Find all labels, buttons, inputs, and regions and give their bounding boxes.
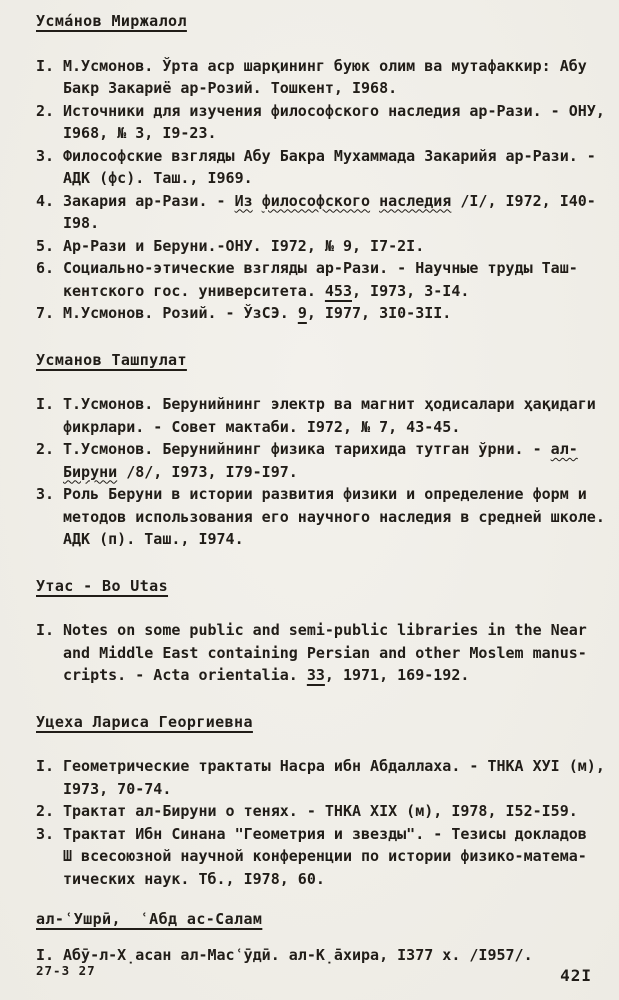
bibliography-entry [36, 302, 611, 325]
entry-number: 3. [36, 485, 55, 503]
entry-text [63, 257, 611, 302]
bibliography-entry [36, 235, 611, 258]
entry-number: 5. [36, 236, 55, 255]
entry-text [63, 393, 611, 438]
text-segment: Трактат Ибн Синана "Геометрия и звезды". - Тезисы докладов [63, 824, 587, 843]
entry-line [63, 845, 611, 868]
entry-line [63, 212, 611, 235]
text-segment: ал- [550, 440, 578, 458]
text-segment: методов использования его научного наследия в средней школе. [63, 507, 605, 526]
text-segment: Бакр Закариё ар-Розий. Тошкент, I968. [63, 79, 398, 97]
entry-text [63, 235, 611, 258]
entry-text [63, 145, 611, 190]
text-segment: I968, № 3, I9-23. [63, 124, 217, 142]
section [36, 908, 611, 966]
entry-line [63, 506, 611, 529]
text-segment: 453 [324, 281, 352, 300]
entry-number: I. [36, 945, 55, 964]
entry-line [63, 77, 611, 100]
text-segment: Бируни [63, 462, 118, 481]
section [36, 711, 611, 891]
entry-line [63, 528, 611, 551]
entry-line [63, 167, 611, 190]
entry-line [63, 100, 611, 123]
bibliography [36, 10, 611, 966]
entry-number: I. [36, 621, 55, 639]
bibliography-entry [36, 438, 611, 483]
entry-line [63, 257, 611, 280]
entry-number: 2. [36, 101, 55, 120]
entry-line [63, 235, 611, 258]
section-heading: Усма́нов Миржалол [36, 12, 187, 30]
bibliography-entry [36, 800, 611, 823]
bibliography-entry [36, 823, 611, 891]
entry-text [63, 755, 611, 800]
entry-text [63, 438, 611, 483]
section [36, 349, 611, 551]
entry-number: 3. [36, 824, 55, 843]
text-segment: 9 [297, 304, 307, 322]
entry-text [63, 823, 611, 891]
text-segment [370, 192, 379, 210]
text-segment: Т.Усмонов. Берунийнинг физика тарихида тутган ўрни. - [63, 440, 551, 458]
text-segment: /I/, I972, I40- [451, 191, 596, 210]
entry-text [63, 619, 611, 687]
entry-text [63, 55, 611, 100]
text-segment: 33 [306, 666, 325, 684]
print-signature: 27-3 27 [36, 963, 96, 978]
section-heading: Утас - Bo Utas [36, 576, 169, 595]
entry-line [63, 302, 611, 325]
entry-line [63, 190, 611, 213]
bibliography-entry [36, 145, 611, 190]
text-segment: АДК (п). Таш., I974. [63, 530, 244, 548]
entry-line [63, 483, 611, 506]
entry-line [63, 461, 611, 484]
entry-text [63, 100, 611, 145]
bibliography-entry [36, 483, 611, 551]
entry-number: I. [36, 757, 55, 775]
text-segment: I98. [63, 214, 100, 232]
bibliography-entry [36, 944, 611, 967]
entry-line [63, 122, 611, 145]
entry-line [63, 416, 611, 439]
text-segment: Notes on some public and semi-public libraries in the Near [63, 621, 587, 639]
entry-number: 3. [36, 146, 55, 165]
entry-number: 2. [36, 802, 55, 820]
entry-line [63, 755, 611, 778]
entry-text [63, 800, 611, 823]
entry-number: 6. [36, 259, 55, 277]
text-segment: Социально-этические взгляды ар-Рази. - Научные труды Таш- [63, 259, 578, 277]
section [36, 10, 611, 325]
bibliography-entry [36, 393, 611, 438]
text-segment: фикрлари. - Совет мактаби. I972, № 7, 43-45. [63, 417, 461, 436]
entry-number: 4. [36, 191, 55, 210]
bibliography-entry [36, 100, 611, 145]
text-segment: АДК (фс). Таш., I969. [63, 169, 253, 187]
text-segment: and Middle East containing Persian and other Moslem manus- [63, 643, 587, 662]
text-segment: Роль Беруни в истории развития физики и определение форм и [63, 485, 587, 503]
entry-text [63, 483, 611, 551]
text-segment: философского [261, 191, 371, 210]
text-segment: I973, 70-74. [63, 779, 172, 798]
section-heading: Усманов Ташпулат [36, 350, 187, 369]
text-segment: М.Усмонов. Ўрта аср шарқининг буюк олим ва мутафаккир: Абу [63, 56, 587, 75]
entry-number: I. [36, 395, 55, 413]
entry-line [63, 800, 611, 823]
entry-line [63, 619, 611, 642]
page-number: 42I [560, 966, 592, 985]
entry-line [63, 664, 611, 687]
bibliography-entry [36, 55, 611, 100]
text-segment: Ш всесоюзной научной конференции по истории физико-матема- [63, 847, 587, 865]
bibliography-entry [36, 755, 611, 800]
entry-line [63, 55, 611, 78]
entry-text [63, 190, 611, 235]
entry-line [63, 823, 611, 846]
text-segment: наследия [379, 191, 452, 210]
entry-line [63, 778, 611, 801]
text-segment: /8/, I973, I79-I97. [117, 462, 298, 481]
text-segment: , I977, 3I0-3II. [306, 304, 452, 322]
section-heading: Уцеха Лариса Георгиевна [36, 712, 253, 731]
text-segment: Геометрические трактаты Насра ибн Абдаллаха. - ТНКА ХУI (м), [63, 757, 605, 775]
text-segment: Закария ар-Рази. - [63, 191, 235, 210]
text-segment: Из [234, 191, 253, 210]
text-segment: cripts. - Acta orientalia. [63, 666, 307, 684]
text-segment: Источники для изучения философского наследия ар-Рази. - ОНУ, [63, 101, 605, 120]
text-segment: Абӯ-л-Х̣асан ал-Масʿӯдӣ. ал-К̣а̄хира, I377 х. /I957/. [63, 945, 533, 964]
text-segment: Т.Усмонов. Берунийнинг электр ва магнит ҳодисалари ҳақидаги [63, 395, 596, 413]
entry-line [63, 393, 611, 416]
entry-number: I. [36, 56, 55, 75]
entry-line [63, 868, 611, 891]
entry-number: 7. [36, 304, 55, 322]
text-segment: , I973, 3-I4. [352, 281, 470, 300]
section [36, 575, 611, 687]
text-segment: М.Усмонов. Розий. - ЎзСЭ. [63, 304, 298, 322]
text-segment [253, 192, 262, 210]
entry-line [63, 944, 611, 967]
section-heading: ал-ʿУшрӣ, ʿАбд ас-Салам [36, 910, 263, 928]
bibliography-entry [36, 190, 611, 235]
text-segment: Философские взгляды Абу Бакра Мухаммада Закарийя ар-Рази. - [63, 146, 596, 165]
entry-line [63, 438, 611, 461]
text-segment: тических наук. Тб., I978, 60. [63, 869, 325, 888]
text-segment: , 1971, 169-192. [324, 666, 470, 684]
bibliography-entry [36, 619, 611, 687]
entry-line [63, 145, 611, 168]
bibliography-entry [36, 257, 611, 302]
text-segment: кентского гос. университета. [63, 281, 325, 300]
text-segment: Трактат ал-Бируни о тенях. - ТНКА XIX (м), I978, I52-I59. [63, 802, 578, 820]
entry-number: 2. [36, 440, 55, 458]
text-segment: Ар-Рази и Беруни.-ОНУ. I972, № 9, I7-2I. [63, 236, 425, 255]
entry-line [63, 642, 611, 665]
entry-text [63, 302, 611, 325]
entry-text [63, 944, 611, 967]
entry-line [63, 280, 611, 303]
